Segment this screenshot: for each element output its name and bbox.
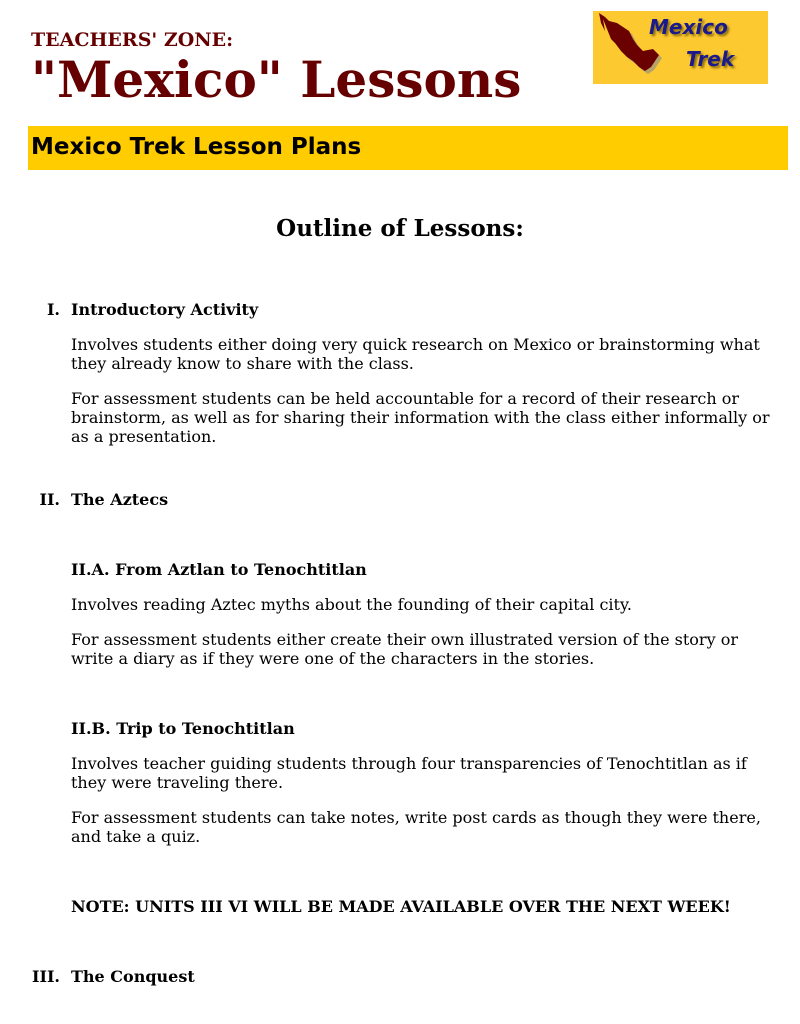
lesson-plans-banner: [28, 126, 788, 170]
availability-note: NOTE: UNITS III VI WILL BE MADE AVAILABLE OVER THE NEXT WEEK!: [71, 897, 731, 916]
section-number: III.: [31, 967, 60, 986]
section-paragraph: For assessment students either create their own illustrated version of the story or write a diary as if they were one of the characters in the stories.: [71, 630, 738, 668]
banner-title: Mexico Trek Lesson Plans: [31, 134, 362, 160]
section-paragraph: Involves teacher guiding students through four transparencies of Tenochtitlan as if they were traveling there.: [71, 754, 747, 792]
outline-heading: Outline of Lessons:: [276, 215, 524, 242]
section-number: I.: [46, 300, 60, 319]
section-title: The Conquest: [71, 967, 195, 986]
section-paragraph: For assessment students can take notes, write post cards as though they were there, and take a quiz.: [71, 808, 761, 846]
section-title: The Aztecs: [71, 490, 169, 509]
logo-text-trek: Trek: [686, 47, 735, 71]
section-number: II.: [39, 490, 60, 509]
page-title: "Mexico" Lessons: [31, 50, 522, 109]
section-paragraph: For assessment students can be held accountable for a record of their research or brainstorm, as well as for sharing their information with the class either informally or as a presentation.: [71, 389, 770, 446]
section-paragraph: Involves students either doing very quick research on Mexico or brainstorming what they already know to share with the class.: [71, 335, 760, 373]
section-paragraph: Involves reading Aztec myths about the founding of their capital city.: [71, 595, 632, 614]
logo-text-mexico: Mexico: [649, 15, 728, 39]
section-title: Introductory Activity: [71, 300, 259, 319]
subsection-title: II.A. From Aztlan to Tenochtitlan: [71, 560, 367, 579]
subsection-title: II.B. Trip to Tenochtitlan: [71, 719, 295, 738]
page-kicker: TEACHERS' ZONE:: [31, 29, 234, 51]
mexico-trek-logo[interactable]: [593, 11, 768, 84]
